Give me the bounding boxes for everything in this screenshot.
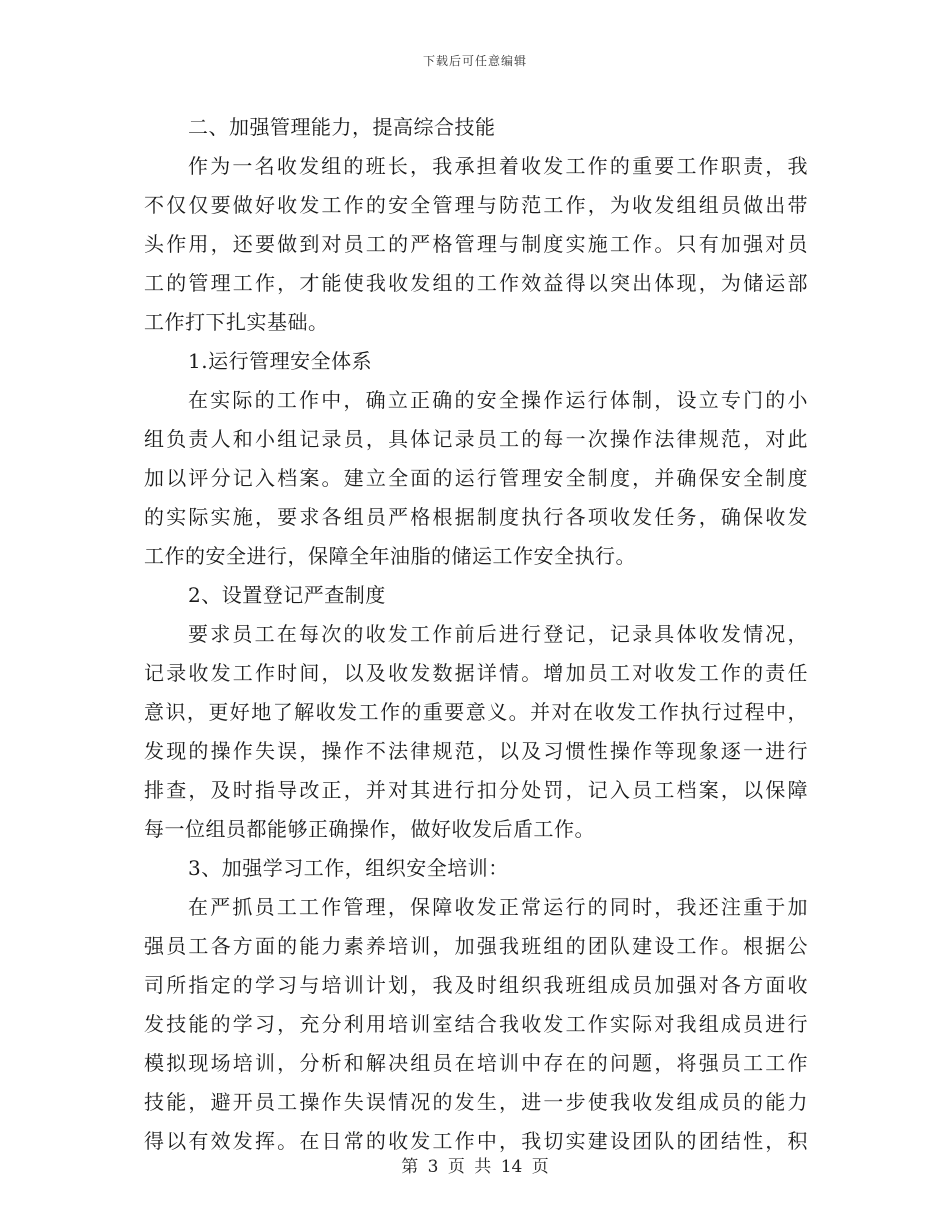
document-body [144,108,808,1161]
text-line: 每一位组员都能够正确操作，做好收发后盾工作。 [144,817,595,841]
text-line: 工作的安全进行，保障全年油脂的储运工作安全执行。 [144,544,636,568]
text-line: 3、加强学习工作，组织安全培训： [188,856,509,880]
text-line: 2、设置登记严查制度 [188,583,386,607]
text-line: 加以评分记入档案。建立全面的运行管理安全制度，并确保安全制度 [144,466,808,490]
text-line: 工的管理工作，才能使我收发组的工作效益得以突出体现，为储运部 [144,271,808,295]
text-line: 排查，及时指导改正，并对其进行扣分处罚，记入员工档案，以保障 [144,778,808,802]
text-line: 强员工各方面的能力素养培训，加强我班组的团队建设工作。根据公 [144,934,808,958]
text-line: 在严抓员工工作管理，保障收发正常运行的同时，我还注重于加 [188,895,808,919]
text-line: 在实际的工作中，确立正确的安全操作运行体制，设立专门的小 [188,388,808,412]
text-line: 得以有效发挥。在日常的收发工作中，我切实建设团队的团结性，积 [144,1129,808,1153]
text-line: 作为一名收发组的班长，我承担着收发工作的重要工作职责，我 [188,154,808,178]
text-line: 头作用，还要做到对员工的严格管理与制度实施工作。只有加强对员 [144,232,808,256]
text-line: 组负责人和小组记录员，具体记录员工的每一次操作法律规范，对此 [144,427,808,451]
text-line: 发技能的学习，充分利用培训室结合我收发工作实际对我组成员进行 [144,1012,808,1036]
text-line: 模拟现场培训，分析和解决组员在培训中存在的问题，将强员工工作 [144,1051,808,1075]
text-line: 要求员工在每次的收发工作前后进行登记，记录具体收发情况， [188,622,808,646]
text-line: 意识，更好地了解收发工作的重要意义。并对在收发工作执行过程中， [144,700,808,724]
text-line: 的实际实施，要求各组员严格根据制度执行各项收发任务，确保收发 [144,505,808,529]
page-header: 下载后可任意编辑 [422,54,527,68]
text-line: 司所指定的学习与培训计划，我及时组织我班组成员加强对各方面收 [144,973,808,997]
text-line: 记录收发工作时间，以及收发数据详情。增加员工对收发工作的责任 [144,661,808,685]
text-line: 1.运行管理安全体系 [188,349,373,373]
text-line: 工作打下扎实基础。 [144,310,329,334]
text-line: 发现的操作失误，操作不法律规范，以及习惯性操作等现象逐一进行 [144,739,808,763]
page-number-footer: 第 3 页 共 14 页 [401,1157,549,1177]
text-line: 技能，避开员工操作失误情况的发生，进一步使我收发组成员的能力 [144,1090,808,1114]
text-line: 二、加强管理能力，提高综合技能 [188,115,496,139]
text-line: 不仅仅要做好收发工作的安全管理与防范工作，为收发组组员做出带 [144,193,808,217]
